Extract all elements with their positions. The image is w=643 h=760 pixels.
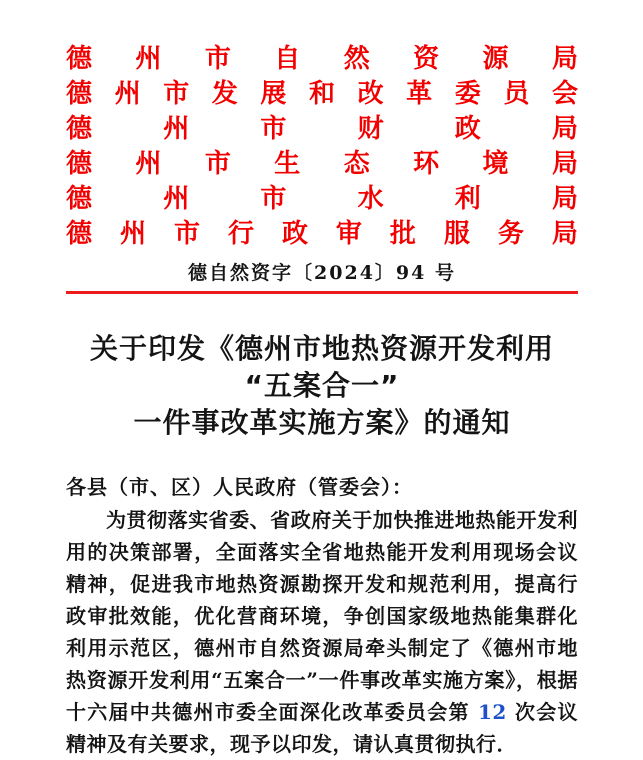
- agency-character: 市: [260, 114, 287, 144]
- agency-character: 态: [343, 149, 370, 179]
- agency-character: 政: [281, 219, 308, 249]
- agency-character: 市: [163, 79, 190, 109]
- agency-character: 委: [454, 79, 481, 109]
- salutation: 各县（市、区）人民政府（管委会）：: [66, 475, 413, 499]
- agency-character: 境: [482, 149, 509, 179]
- agency-character: 局: [551, 184, 578, 214]
- agency-name-water-resources: [66, 182, 578, 217]
- agency-character: 局: [551, 44, 578, 74]
- agency-character: 服: [443, 219, 470, 249]
- agency-name-natural-resources: [66, 42, 578, 77]
- title-line-1: 关于印发《德州市地热资源开发利用“五案合一”: [89, 332, 554, 402]
- agency-character: 资: [413, 44, 440, 74]
- agency-character: 改: [357, 79, 384, 109]
- title-line-2: 一件事改革实施方案》的通知: [133, 406, 511, 439]
- agency-character: 行: [227, 219, 254, 249]
- agency-name-development-reform: [66, 77, 578, 112]
- agency-character: 德: [66, 79, 93, 109]
- agency-character: 财: [357, 114, 384, 144]
- body-text-before-highlight: 为贯彻落实省委、省政府关于加快推进地热能开发利用的决策部署，全面落实全省地热能开发利用现场会议精神，促进我市地热资源勘探开发和规范利用，提高行政审批效能，优化营商环境，争创国家级地热能集群化利用示范区，德州市自然资源局牵头制定了《德州市地热资源开发利用“五案合一”一件事改革实施方案》，根据十六届中共德州市委全面深化改革委员会第: [66, 508, 578, 724]
- agency-character: 革: [406, 79, 433, 109]
- agency-character: 会: [551, 79, 578, 109]
- agency-character: 州: [135, 44, 162, 74]
- agency-character: 州: [119, 219, 146, 249]
- agency-character: 德: [66, 184, 93, 214]
- document-letterhead: [66, 42, 578, 252]
- agency-character: 政: [454, 114, 481, 144]
- agency-character: 德: [66, 149, 93, 179]
- agency-character: 员: [503, 79, 530, 109]
- agency-character: 德: [66, 219, 93, 249]
- agency-name-administrative-approval: [66, 217, 578, 252]
- document-title: [66, 330, 578, 441]
- agency-character: 州: [135, 149, 162, 179]
- agency-character: 州: [114, 79, 141, 109]
- agency-character: 德: [66, 44, 93, 74]
- agency-character: 然: [343, 44, 370, 74]
- document-number: 德自然资字〔2024〕94 号: [188, 262, 456, 284]
- agency-character: 展: [260, 79, 287, 109]
- agency-character: 市: [260, 184, 287, 214]
- agency-character: 自: [274, 44, 301, 74]
- agency-character: 源: [482, 44, 509, 74]
- agency-character: 批: [389, 219, 416, 249]
- agency-character: 市: [173, 219, 200, 249]
- agency-character: 州: [163, 114, 190, 144]
- body-text-after-highlight: 次会议精神及有关要求，现予以印发，请认真贯彻执行．: [66, 700, 578, 756]
- agency-character: 发: [211, 79, 238, 109]
- agency-character: 局: [551, 114, 578, 144]
- agency-character: 审: [335, 219, 362, 249]
- agency-character: 生: [274, 149, 301, 179]
- agency-character: 德: [66, 114, 93, 144]
- agency-character: 利: [454, 184, 481, 214]
- agency-character: 州: [163, 184, 190, 214]
- agency-character: 水: [357, 184, 384, 214]
- agency-character: 环: [413, 149, 440, 179]
- agency-character: 和: [308, 79, 335, 109]
- agency-character: 市: [204, 149, 231, 179]
- agency-character: 局: [551, 149, 578, 179]
- agency-name-finance: [66, 112, 578, 147]
- agency-character: 市: [204, 44, 231, 74]
- agency-character: 局: [551, 219, 578, 249]
- agency-character: 务: [497, 219, 524, 249]
- agency-name-ecology-environment: [66, 147, 578, 182]
- red-divider-line: [66, 291, 578, 294]
- meeting-number-highlight: 12: [477, 700, 507, 724]
- body-paragraph: [66, 504, 578, 760]
